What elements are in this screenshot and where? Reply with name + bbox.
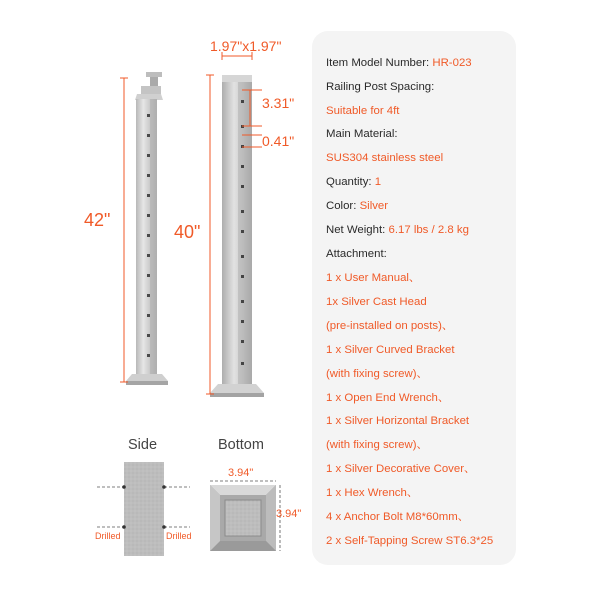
post-42-in bbox=[126, 72, 168, 385]
spec-model-label: Item Model Number: bbox=[326, 57, 430, 69]
attachment-item: 1 x Silver Decorative Cover、 bbox=[326, 463, 476, 475]
height-40-label: 40" bbox=[174, 222, 201, 242]
spec-model bbox=[326, 56, 472, 70]
spec-model-value: HR-023 bbox=[432, 57, 472, 69]
attachment-item: 1 x Open End Wrench、 bbox=[326, 392, 450, 404]
base-width-label: 3.94" bbox=[228, 467, 254, 479]
attachment-item: 2 x Self-Tapping Screw ST6.3*25 bbox=[326, 535, 494, 547]
drilled-left-label: Drilled bbox=[95, 531, 121, 541]
spec-weight-label: Net Weight: bbox=[326, 224, 386, 236]
bottom-view-drawing bbox=[210, 481, 280, 551]
drilled-right-label: Drilled bbox=[166, 531, 192, 541]
height-42-label: 42" bbox=[84, 210, 111, 230]
attachment-item: 1 x User Manual、 bbox=[326, 272, 421, 284]
spec-color-value: Silver bbox=[359, 200, 389, 212]
spec-quantity bbox=[326, 175, 381, 189]
spec-material-value: SUS304 stainless steel bbox=[326, 152, 444, 164]
spec-spacing-label: Railing Post Spacing: bbox=[326, 81, 435, 93]
side-view-title: Side bbox=[128, 437, 158, 453]
spec-quantity-value: 1 bbox=[374, 176, 382, 188]
spec-quantity-label: Quantity: bbox=[326, 176, 372, 188]
post-40-in bbox=[210, 75, 264, 397]
attachment-item: 1 x Silver Horizontal Bracket bbox=[326, 415, 470, 427]
spec-color-label: Color: bbox=[326, 200, 357, 212]
attachment-item: (pre-installed on posts)、 bbox=[326, 320, 454, 332]
spec-weight-value: 6.17 lbs / 2.8 kg bbox=[388, 224, 469, 236]
bottom-view-title: Bottom bbox=[218, 437, 264, 453]
attachment-item: 1 x Hex Wrench、 bbox=[326, 487, 419, 499]
side-view-drawing bbox=[97, 462, 190, 556]
top-size-label: 1.97"x1.97" bbox=[210, 38, 282, 54]
spec-spacing-value: Suitable for 4ft bbox=[326, 105, 400, 117]
spec-weight bbox=[326, 223, 469, 237]
spec-color bbox=[326, 199, 388, 213]
attachment-item: 1x Silver Cast Head bbox=[326, 296, 427, 308]
spacing-top-label: 3.31" bbox=[262, 95, 295, 111]
spec-attachment-label: Attachment: bbox=[326, 248, 387, 260]
attachment-item: (with fixing screw)、 bbox=[326, 368, 428, 380]
attachment-item: 1 x Silver Curved Bracket bbox=[326, 344, 455, 356]
attachment-item: (with fixing screw)、 bbox=[326, 439, 428, 451]
spec-material-label: Main Material: bbox=[326, 128, 398, 140]
base-height-label: 3.94" bbox=[276, 508, 302, 520]
attachment-item: 4 x Anchor Bolt M8*60mm、 bbox=[326, 511, 470, 523]
spacing-hole-label: 0.41" bbox=[262, 133, 295, 149]
